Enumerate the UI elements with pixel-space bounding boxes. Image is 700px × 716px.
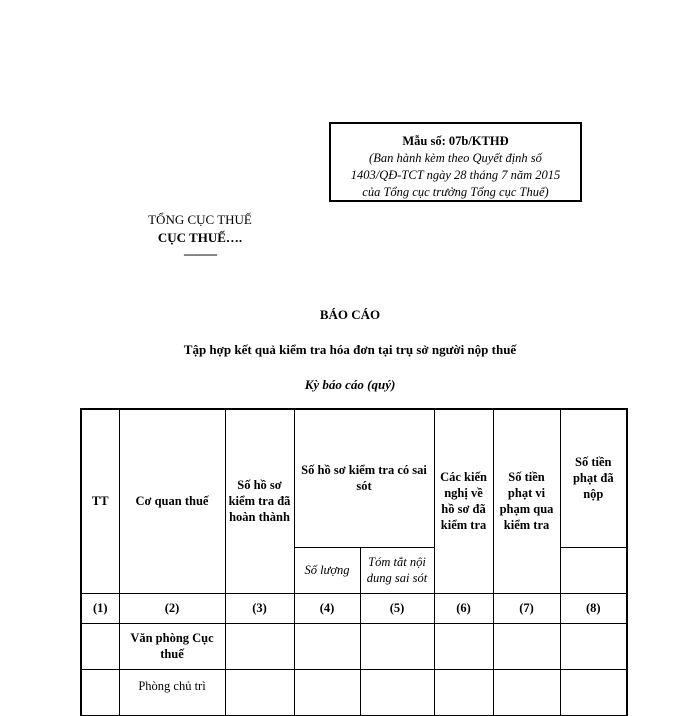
header-fines: Số tiền phạt vi phạm qua kiểm tra <box>493 409 560 593</box>
issuing-agency <box>130 211 270 261</box>
col-number: (5) <box>360 593 434 623</box>
tax-department: CỤC THUẾ…. <box>157 230 243 245</box>
form-decree-line-1: (Ban hành kèm theo Quyết định số <box>369 151 542 165</box>
form-decree-line-3: của Tổng cục trưởng Tổng cục Thuế) <box>362 185 549 199</box>
report-table <box>80 408 628 716</box>
row-label: Văn phòng Cục thuế <box>119 623 225 669</box>
header-completed: Số hồ sơ kiểm tra đã hoàn thành <box>225 409 294 593</box>
table-row <box>81 623 627 669</box>
header-paid: Số tiền phạt đã nộp <box>560 409 627 547</box>
header-agency: Cơ quan thuế <box>119 409 225 593</box>
report-subtitle: Tập hợp kết quả kiểm tra hóa đơn tại trụ sở người nộp thuế <box>183 342 517 357</box>
header-with-errors: Số hồ sơ kiểm tra có sai sót <box>294 409 434 547</box>
col-number: (2) <box>119 593 225 623</box>
header-recommendations: Các kiến nghị về hồ sơ đã kiểm tra <box>434 409 493 593</box>
form-decree-line-2: 1403/QĐ-TCT ngày 28 tháng 7 năm 2015 <box>350 168 561 182</box>
col-number: (4) <box>294 593 360 623</box>
header-summary: Tóm tắt nội dung sai sót <box>360 547 434 593</box>
form-number-box <box>329 122 582 202</box>
header-paid-blank <box>560 547 627 593</box>
table-row <box>81 669 627 715</box>
col-number: (3) <box>225 593 294 623</box>
report-title: BÁO CÁO <box>319 307 381 322</box>
col-number: (6) <box>434 593 493 623</box>
report-period: Kỳ báo cáo (quý) <box>304 377 396 392</box>
col-number: (1) <box>81 593 119 623</box>
col-number: (7) <box>493 593 560 623</box>
col-number: (8) <box>560 593 627 623</box>
form-code: Mẫu số: 07b/KTHĐ <box>402 134 509 148</box>
agency-divider: ---------- <box>183 246 217 261</box>
header-count: Số lượng <box>294 547 360 593</box>
header-tt: TT <box>81 409 119 593</box>
row-label: Phòng chủ trì <box>119 669 225 715</box>
parent-agency: TỔNG CỤC THUẾ <box>148 212 252 227</box>
